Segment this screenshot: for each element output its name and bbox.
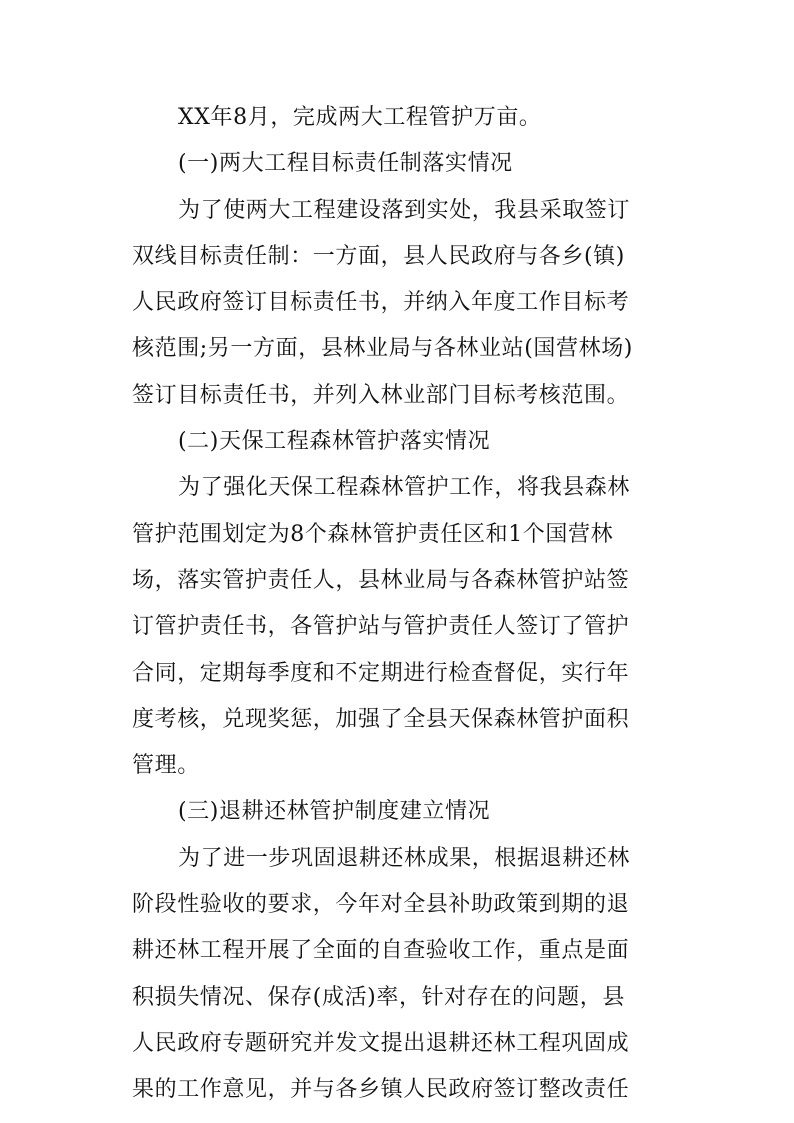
text-line: 场，落实管护责任人，县林业局与各森林管护站签 [132,567,630,593]
text-line: 合同，定期每季度和不定期进行检查督促，实行年 [132,660,630,686]
text-line: 签订目标责任书，并列入林业部门目标考核范围。 [132,382,630,408]
text-line: 人民政府专题研究并发文提出退耕还林工程巩固成 [132,1030,630,1056]
text-line: 为了使两大工程建设落到实处，我县采取签订 [178,197,631,223]
section-heading: (一)两大工程目标责任制落实情况 [178,151,513,177]
text-line: 为了强化天保工程森林管护工作，将我县森林 [178,475,631,501]
section-heading: (二)天保工程森林管护落实情况 [178,429,491,455]
text-line: 果的工作意见，并与各乡镇人民政府签订整改责任 [132,1077,630,1103]
text-line: 阶段性验收的要求，今年对全县补助政策到期的退 [132,892,630,918]
text-line: 度考核，兑现奖惩，加强了全县天保森林管护面积 [132,706,630,732]
text-line: 耕还林工程开展了全面的自查验收工作，重点是面 [132,938,630,964]
text-line: 为了进一步巩固退耕还林成果，根据退耕还林 [178,845,631,871]
text-line: 人民政府签订目标责任书，并纳入年度工作目标考 [132,290,630,316]
text-line: XX年8月，完成两大工程管护万亩。 [178,105,542,130]
section-heading: (三)退耕还林管护制度建立情况 [178,799,491,825]
document-page [132,95,672,1114]
text-line: 订管护责任书，各管护站与管护责任人签订了管护 [132,614,630,640]
text-line: 管护范围划定为8个森林管护责任区和1个国营林 [132,521,614,547]
text-line: 双线目标责任制：一方面，县人民政府与各乡(镇) [132,243,625,269]
text-line: 积损失情况、保存(成活)率，针对存在的问题，县 [132,984,625,1010]
text-line: 管理。 [132,753,200,779]
text-line: 核范围;另一方面，县林业局与各林业站(国营林场) [132,336,633,362]
